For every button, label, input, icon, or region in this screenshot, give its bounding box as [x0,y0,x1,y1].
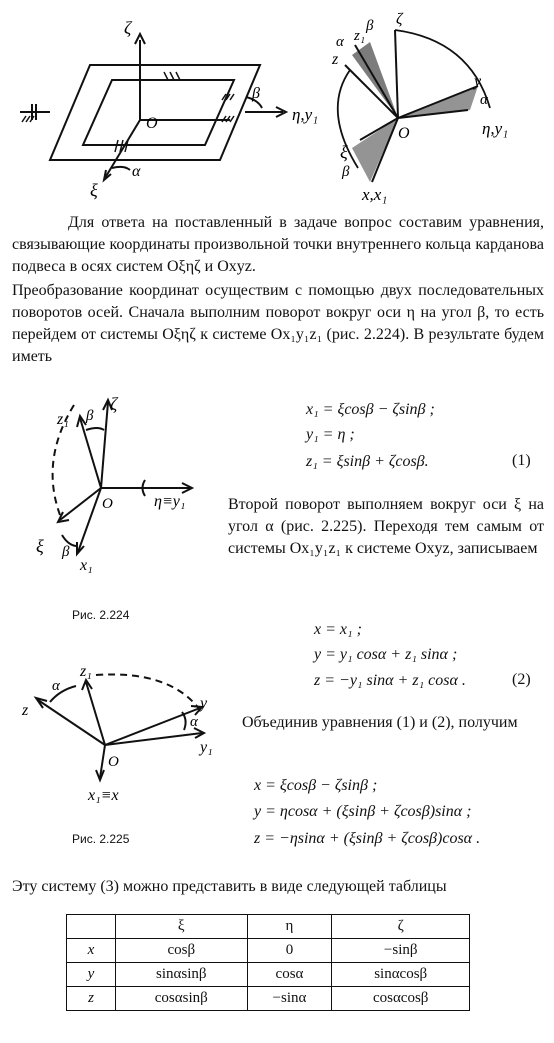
svg-text:y₁: y₁ [200,739,213,756]
table-cell: cosβ [116,939,248,963]
svg-text:ξ: ξ [90,180,98,200]
svg-text:x,x₁: x,x₁ [362,185,388,204]
svg-text:β: β [366,18,374,34]
svg-text:y: y [200,695,208,712]
table-cell: sinαcosβ [332,963,470,987]
table-cell: −sinβ [332,939,470,963]
table-cell: x [67,939,116,963]
direction-cosine-table [66,914,470,1011]
equation-2-line-3: z = −y₁ sinα + z₁ cosα . [314,672,466,689]
combine-paragraph: Объединив уравнения (1) и (2), получим [242,714,518,731]
svg-text:α: α [132,163,141,180]
table-cell: η [247,915,332,939]
table-cell: cosα [247,963,332,987]
svg-text:O: O [146,115,158,132]
figure-2-225-caption: Рис. 2.225 [72,832,130,846]
svg-text:β: β [252,85,260,102]
svg-text:ζ: ζ [124,18,132,38]
equation-1-line-1: x₁ = ξcosβ − ζsinβ ; [306,401,435,418]
table-cell: ξ [116,915,248,939]
svg-text:x₁: x₁ [80,557,93,574]
equation-2-number: (2) [512,671,531,688]
svg-text:η≡y₁: η≡y₁ [154,493,186,510]
table-row [67,939,470,963]
svg-text:ξ: ξ [36,536,44,556]
svg-text:β: β [86,408,94,424]
svg-text:O: O [102,496,113,512]
table-cell: cosαsinβ [116,987,248,1011]
table-cell: 0 [247,939,332,963]
svg-text:α: α [52,678,60,694]
intro-paragraph: Для ответа на поставленный в задаче вопрос составим уравнения, связывающие координаты произвольной точки внутреннего кольца карданова подвеса в осях систем Oξηζ и Oxyz. [12,214,544,275]
svg-text:β: β [342,164,350,180]
svg-text:x₁≡x: x₁≡x [88,787,119,804]
second-rotation-paragraph: Второй поворот выполняем вокруг оси ξ на угол α (рис. 2.225). Переходя тем самым от системы Ox₁y₁z₁ к системе Oxyz, записываем [228,496,544,557]
svg-text:O: O [398,125,410,142]
table-cell: z [67,987,116,1011]
table-cell [67,915,116,939]
svg-text:ζ: ζ [110,394,118,414]
svg-text:z₁: z₁ [354,28,366,44]
equation-1-line-2: y₁ = η ; [306,426,355,443]
equation-2-line-1: x = x₁ ; [314,621,362,638]
table-cell: y [67,963,116,987]
table-cell: ζ [332,915,470,939]
equation-2-line-2: y = y₁ cosα + z₁ sinα ; [314,646,458,663]
svg-text:y: y [474,73,482,90]
equation-1-number: (1) [512,452,531,469]
svg-text:z: z [22,702,29,719]
svg-text:ξ: ξ [340,142,348,162]
svg-text:α: α [480,92,488,108]
svg-text:α: α [190,714,198,730]
table-intro-paragraph: Эту систему (3) можно представить в виде следующей таблицы [12,878,447,895]
svg-text:ζ: ζ [396,11,403,28]
svg-text:z: z [332,51,339,68]
svg-text:O: O [108,754,119,770]
equation-3-line-2: y = ηcosα + (ξsinβ + ζcosβ)sinα ; [254,803,472,820]
table-cell: −sinα [247,987,332,1011]
rotation-description-paragraph: Преобразование координат осуществим с помощью двух последовательных поворотов осей. Сначала выполним поворот вокруг оси η на угол β, то есть перейдем от системы Oξηζ к системе Ox₁y₁z₁ (рис. 2.224). В результате будем иметь [12,282,544,365]
equation-3-line-1: x = ξcosβ − ζsinβ ; [254,777,378,794]
svg-text:β: β [62,544,70,560]
figure-2-224-caption: Рис. 2.224 [72,608,130,622]
equation-3-line-3: z = −ηsinα + (ξsinβ + ζcosβ)cosα . [254,830,481,847]
table-row [67,915,470,939]
svg-text:z₁: z₁ [80,663,92,680]
table-row [67,963,470,987]
equation-1-line-3: z₁ = ξsinβ + ζcosβ. [306,453,429,470]
table-row [67,987,470,1011]
table-cell: cosαcosβ [332,987,470,1011]
svg-text:η,y₁: η,y₁ [292,105,319,124]
svg-text:α: α [336,34,344,50]
table-cell: sinαsinβ [116,963,248,987]
svg-text:η,y₁: η,y₁ [482,119,509,138]
svg-text:z₁: z₁ [57,411,69,428]
